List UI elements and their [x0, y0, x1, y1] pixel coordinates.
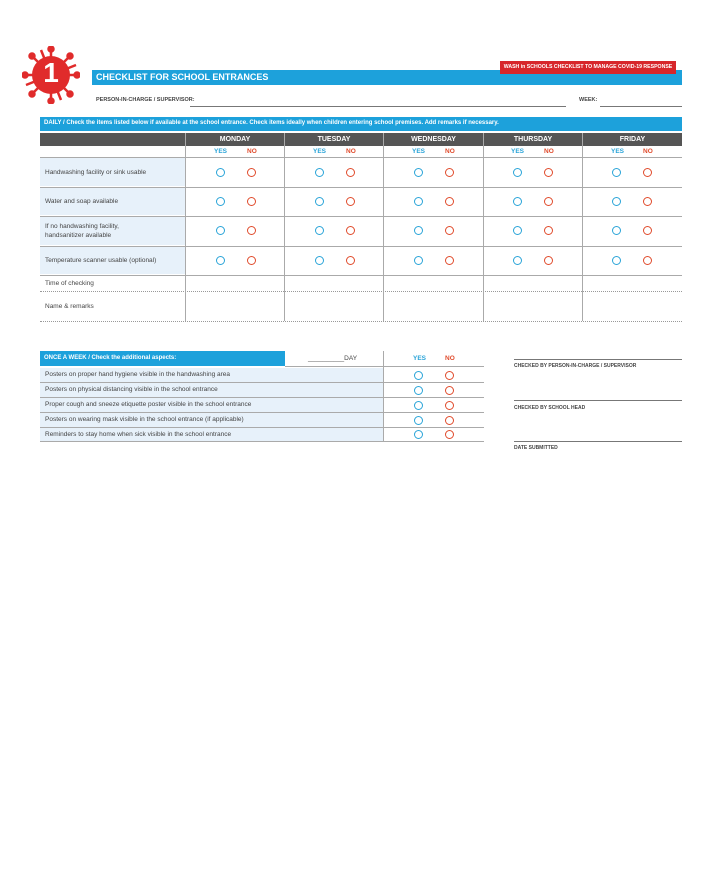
day-header-monday: MONDAY: [186, 133, 284, 146]
tuesday-yes-radio[interactable]: [315, 256, 324, 265]
yes-label: YES: [214, 148, 228, 155]
friday-no-radio[interactable]: [643, 197, 652, 206]
wednesday-no-radio[interactable]: [445, 197, 454, 206]
grid-line: [40, 157, 682, 158]
weekly-item-wearing-mask: Posters on wearing mask visible in the school entrance (if applicable): [40, 413, 383, 427]
monday-no-radio[interactable]: [247, 226, 256, 235]
wednesday-no-radio[interactable]: [445, 256, 454, 265]
weekly-yes-radio[interactable]: [414, 401, 423, 410]
monday-no-radio[interactable]: [247, 197, 256, 206]
thursday-yes-radio[interactable]: [513, 256, 522, 265]
friday-no-radio[interactable]: [643, 168, 652, 177]
weekly-no-label: NO: [445, 355, 455, 362]
time-of-checking-label: Time of checking: [45, 280, 94, 287]
date-submitted-label: DATE SUBMITTED: [514, 445, 558, 451]
daily-item-handsanitizer: If no handwashing facility, handsanitizer available: [40, 217, 185, 245]
badge-number: 1: [43, 57, 59, 88]
wednesday-no-radio[interactable]: [445, 226, 454, 235]
weekly-row-line: [40, 427, 484, 428]
day-header-thursday: THURSDAY: [484, 133, 582, 146]
person-in-charge-field[interactable]: [190, 106, 566, 107]
weekly-item-cough-etiquette: Proper cough and sneeze etiquette poster visible in the school entrance: [40, 398, 383, 412]
no-label: NO: [346, 148, 356, 155]
thursday-yes-radio[interactable]: [513, 197, 522, 206]
yes-label: YES: [412, 148, 426, 155]
week-field[interactable]: [600, 106, 682, 107]
friday-yes-radio[interactable]: [612, 226, 621, 235]
tuesday-yes-radio[interactable]: [315, 168, 324, 177]
weekly-no-radio[interactable]: [445, 430, 454, 439]
day-header-tuesday: TUESDAY: [285, 133, 383, 146]
daily-item-handwashing: Handwashing facility or sink usable: [40, 158, 185, 186]
grid-col-line: [185, 133, 186, 321]
no-label: NO: [445, 148, 455, 155]
friday-yes-radio[interactable]: [612, 256, 621, 265]
monday-yes-radio[interactable]: [216, 168, 225, 177]
tuesday-no-radio[interactable]: [346, 256, 355, 265]
monday-yes-radio[interactable]: [216, 197, 225, 206]
grid-line: [40, 187, 682, 188]
doc-tag: WASH in SCHOOLS CHECKLIST TO MANAGE COVID-19 RESPONSE: [500, 61, 676, 74]
weekly-item-stay-home: Reminders to stay home when sick visible in the school entrance: [40, 428, 383, 442]
monday-yes-radio[interactable]: [216, 256, 225, 265]
thursday-no-radio[interactable]: [544, 256, 553, 265]
grid-dotted-line: [40, 291, 682, 292]
grid-line: [40, 216, 682, 217]
weekly-yes-radio[interactable]: [414, 386, 423, 395]
weekly-no-radio[interactable]: [445, 401, 454, 410]
grid-line: [40, 246, 682, 247]
weekly-no-radio[interactable]: [445, 371, 454, 380]
grid-line: [40, 275, 682, 276]
weekly-yes-label: YES: [413, 355, 427, 362]
tuesday-no-radio[interactable]: [346, 226, 355, 235]
daily-item-temperature: Temperature scanner usable (optional): [40, 247, 185, 274]
weekly-row-line: [40, 382, 484, 383]
wednesday-yes-radio[interactable]: [414, 168, 423, 177]
weekly-yes-radio[interactable]: [414, 430, 423, 439]
daily-instruction: DAILY / Check the items listed below if available at the school entrance. Check items ideally when children entering school premises. Add remarks if necessary.: [44, 120, 499, 126]
wednesday-yes-radio[interactable]: [414, 197, 423, 206]
name-remarks-label: Name & remarks: [45, 303, 94, 310]
checklist-number-badge: [22, 46, 80, 104]
thursday-no-radio[interactable]: [544, 226, 553, 235]
friday-yes-radio[interactable]: [612, 168, 621, 177]
monday-no-radio[interactable]: [247, 168, 256, 177]
checked-by-supervisor-label: CHECKED BY PERSON-IN-CHARGE / SUPERVISOR: [514, 363, 637, 369]
friday-no-radio[interactable]: [643, 226, 652, 235]
school-head-signature-line[interactable]: [514, 400, 682, 401]
supervisor-signature-line[interactable]: [514, 359, 682, 360]
date-submitted-line[interactable]: [514, 441, 682, 442]
grid-col-line: [284, 133, 285, 321]
grid-col-line: [483, 133, 484, 321]
no-label: NO: [643, 148, 653, 155]
tuesday-yes-radio[interactable]: [315, 197, 324, 206]
weekly-row-line: [40, 412, 484, 413]
checked-by-school-head-label: CHECKED BY SCHOOL HEAD: [514, 405, 586, 411]
weekly-no-radio[interactable]: [445, 416, 454, 425]
thursday-yes-radio[interactable]: [513, 168, 522, 177]
weekly-no-radio[interactable]: [445, 386, 454, 395]
grid-col-line: [582, 133, 583, 321]
wednesday-no-radio[interactable]: [445, 168, 454, 177]
yes-label: YES: [313, 148, 327, 155]
weekly-yes-radio[interactable]: [414, 371, 423, 380]
weekly-day-field[interactable]: __________DAY: [308, 355, 358, 362]
weekly-yes-radio[interactable]: [414, 416, 423, 425]
monday-yes-radio[interactable]: [216, 226, 225, 235]
weekly-item-physical-distancing: Posters on physical distancing visible in the school entrance: [40, 383, 383, 397]
day-header-left-fill: [40, 133, 185, 146]
week-label: WEEK:: [579, 97, 598, 103]
daily-item-water-soap: Water and soap available: [40, 188, 185, 215]
no-label: NO: [544, 148, 554, 155]
weekly-row-line: [40, 397, 484, 398]
monday-no-radio[interactable]: [247, 256, 256, 265]
person-in-charge-label: PERSON-IN-CHARGE / SUPERVISOR:: [96, 97, 195, 103]
wednesday-yes-radio[interactable]: [414, 226, 423, 235]
yes-label: YES: [511, 148, 525, 155]
grid-dotted-line: [40, 321, 682, 322]
friday-no-radio[interactable]: [643, 256, 652, 265]
friday-yes-radio[interactable]: [612, 197, 621, 206]
thursday-no-radio[interactable]: [544, 168, 553, 177]
tuesday-no-radio[interactable]: [346, 168, 355, 177]
weekly-top-line: [285, 366, 484, 367]
tuesday-yes-radio[interactable]: [315, 226, 324, 235]
weekly-row-line: [40, 441, 484, 442]
day-header-friday: FRIDAY: [583, 133, 682, 146]
page-title: CHECKLIST FOR SCHOOL ENTRANCES: [96, 72, 269, 82]
grid-col-line: [383, 133, 384, 321]
no-label: NO: [247, 148, 257, 155]
weekly-item-hand-hygiene: Posters on proper hand hygiene visible in the handwashing area: [40, 368, 383, 382]
tuesday-no-radio[interactable]: [346, 197, 355, 206]
thursday-yes-radio[interactable]: [513, 226, 522, 235]
thursday-no-radio[interactable]: [544, 197, 553, 206]
yes-label: YES: [611, 148, 625, 155]
wednesday-yes-radio[interactable]: [414, 256, 423, 265]
day-header-wednesday: WEDNESDAY: [384, 133, 483, 146]
weekly-header: ONCE A WEEK / Check the additional aspects:: [44, 355, 177, 361]
